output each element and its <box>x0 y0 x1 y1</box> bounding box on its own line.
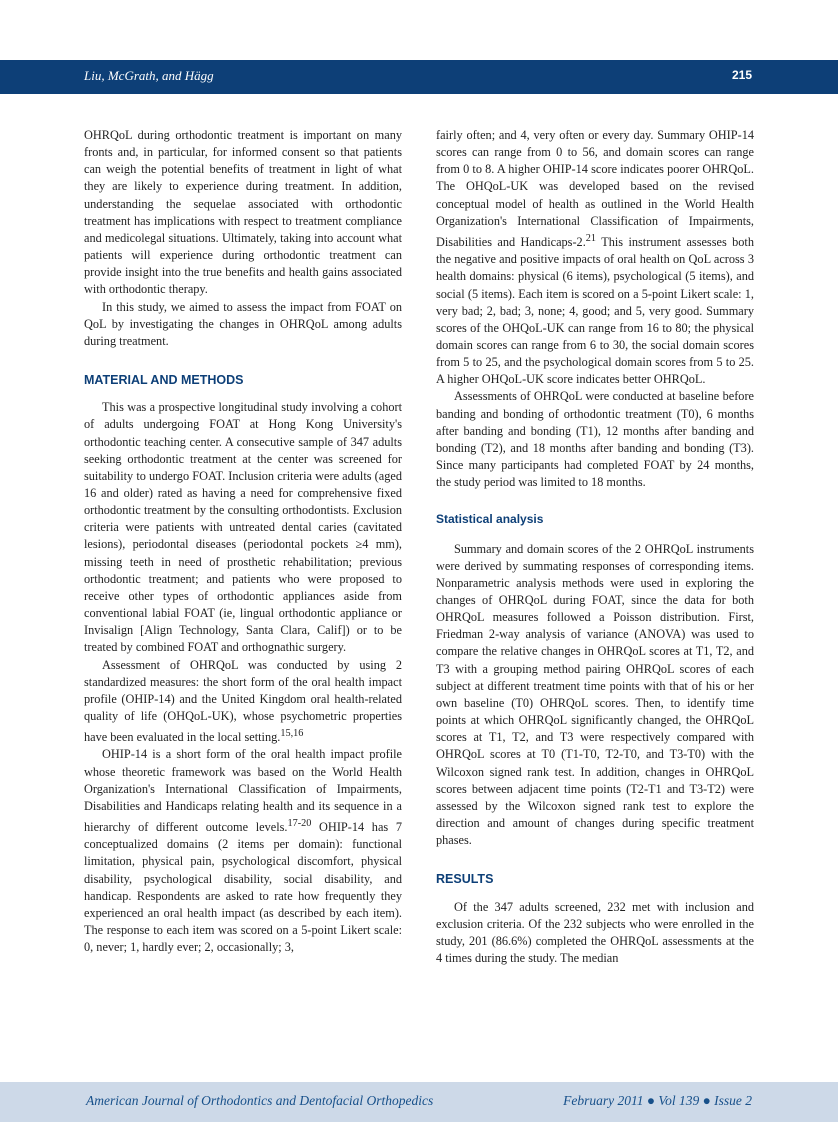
assessment-paragraph <box>84 657 402 747</box>
citation-ref: 21 <box>585 232 597 244</box>
page-number: 215 <box>731 68 752 82</box>
citation-ref: 17-20 <box>287 818 312 830</box>
scoring-paragraph <box>436 127 754 388</box>
ohip-text-b: OHIP-14 has 7 conceptualized domains (2 items per domain): functional limitation, physical pain, psychological discomfort, physical disability, psychological disability, social disability, and handicap. Respondents are asked to rate how frequently they experienced an oral health impact (as described by each item). The response to each item was scored on a 5-point Likert scale: 0, never; 1, hardly ever; 2, occasionally; 3, <box>84 820 402 955</box>
ohip-text-a: OHIP-14 is a short form of the oral health impact profile whose theoretic framework was based on the World Health Organization's International Classification of Impairments, Disabilities and Handicaps relating health and its sequence in a hierarchy of different outcome levels. <box>84 747 402 835</box>
ohip-paragraph <box>84 746 402 956</box>
study-aim-paragraph: In this study, we aimed to assess the impact from FOAT on QoL by investigating the changes in OHRQoL among adults during treatment. <box>84 299 402 348</box>
timepoints-paragraph: Assessments of OHRQoL were conducted at baseline before banding and bonding of orthodontic treatment (T0), 6 months after banding and bonding (T1), 12 months after banding and bonding (T2), and 18 months after banding and bonding (T3). Since many participants had completed FOAT by 24 months, the study period was limited to 18 months. <box>436 389 754 490</box>
left-column <box>84 127 402 956</box>
study-design-paragraph: This was a prospective longitudinal study involving a cohort of adults undergoing FOAT at Hong Kong University's orthodontic teaching center. A consecutive sample of 347 adults seeking orthodontic treatment at the center was screened for suitability to undergo FOAT. Inclusion criteria were adults (aged 16 and older) rated as having a need for comprehensive fixed orthodontic treatment by the consulting orthodontists. Exclusion criteria were patients with untreated dental caries (cavitated lesions), periodontal diseases (periodontal pockets ≥4 mm), missing teeth in need of prosthetic rehabilitation; previous orthodontic treatment; and patients who were proposed to receive other types of orthodontic appliances aside from conventional labial FOAT (ie, lingual orthodontic appliance or Invisalign [Align Technology, Santa Clara, Calif]) or to be treated by combined FOAT and orthognathic surgery. <box>84 400 402 655</box>
section-heading-methods: MATERIAL AND METHODS <box>84 373 244 388</box>
issue-info: February 2011 ● Vol 139 ● Issue 2 <box>563 1093 752 1108</box>
statistics-paragraph: Summary and domain scores of the 2 OHRQoL instruments were derived by summating responses of corresponding items. Nonparametric analysis methods were used in exploring the changes of OHRQoL during FOAT, since the data for both OHRQoL measures followed a Poisson distribution. First, Friedman 2-way analysis of variance (ANOVA) was used to compare the relative changes in OHRQoL scores at T1, T2, and T3 with a grouping method pairing OHRQoL scores of each subject at different treatment time points with that of his or her own baseline (T0) OHRQoL scores. Then, to identify time points at which OHRQoL significantly changed, the OHRQoL scores at T1, T2, and T3 were respectively compared with OHRQoL scores at T0 (T1-T0, T2-T0, and T3-T0) with the Wilcoxon signed rank test. In addition, changes in OHRQoL scores between adjacent time points (T2-T1 and T3-T2) were assessed by the Wilcoxon signed rank test to explore the direction and amount of changes during specific treatment phases. <box>436 541 754 848</box>
section-heading-results: RESULTS <box>436 872 494 887</box>
scoring-text-a: fairly often; and 4, very often or every day. Summary OHIP-14 scores can range from 0 to 56, and domain scores can range from 0 to 8. A higher OHIP-14 score indicates poorer OHRQoL. The OHQoL-UK was developed based on the revised conceptual model of health as outlined in the World Health Organization's International Classification of Impairments, Disabilities and Handicaps-2. <box>436 128 754 250</box>
results-paragraph: Of the 347 adults screened, 232 met with inclusion and exclusion criteria. Of the 232 subjects who were enrolled in the study, 201 (86.6%) completed the OHRQoL assessments at the 4 times during the study. The median <box>436 899 754 965</box>
scoring-text-b: This instrument assesses both the negative and positive impacts of oral health on QoL across 3 health domains: physical (6 items), psychological (5 items), and social (5 items). Each item is scored on a 5-point Likert scale: 1, very bad; 2, bad; 3, none; 4, good; and 5, very good. Summary scores of the OHQoL-UK can range from 16 to 80; the physical domain scores can range from 6 to 30, the social domain scores from 5 to 25, and the psychological domain scores from 5 to 25. A higher OHQoL-UK score indicates better OHRQoL. <box>436 235 754 387</box>
intro-paragraph-end: OHRQoL during orthodontic treatment is important on many fronts and, in particular, for informed consent so that patients can weigh the potential benefits of treatment in light of what they are likely to experience during treatment. In addition, understanding the sequelae associated with orthodontic treatment has implications with respect to treatment compliance and medicolegal situations. Ultimately, taking into account what patients will experience during orthodontic treatment can provide insight into the true benefits and health gains associated with orthodontic therapy. <box>84 128 402 297</box>
right-column <box>436 127 754 967</box>
running-header-authors: Liu, McGrath, and Hägg <box>84 68 214 83</box>
running-header <box>0 60 838 94</box>
journal-name: American Journal of Orthodontics and Dentofacial Orthopedics <box>86 1093 434 1108</box>
citation-ref: 15,16 <box>280 728 304 740</box>
running-footer <box>0 1082 838 1122</box>
assessment-text: Assessment of OHRQoL was conducted by using 2 standardized measures: the short form of the oral health impact profile (OHIP-14) and the United Kingdom oral health-related quality of life (OHQoL-UK), whose psychometric properties have been evaluated in the local setting. <box>84 657 402 745</box>
subsection-heading-statistical-analysis: Statistical analysis <box>436 512 544 527</box>
